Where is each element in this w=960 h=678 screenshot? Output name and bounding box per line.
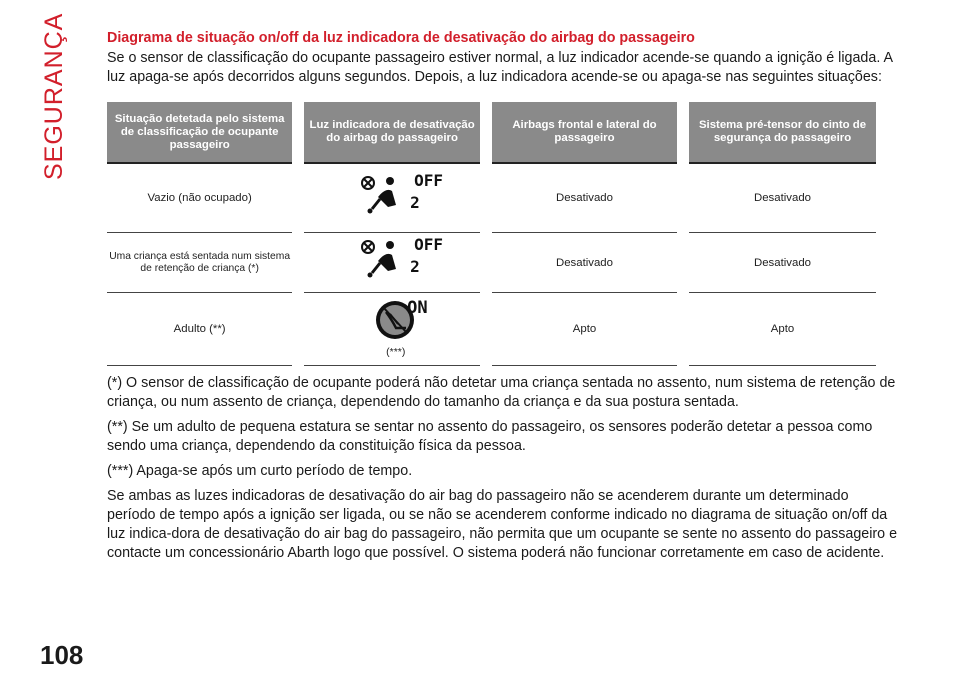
footnote-short-period: (***) Apaga-se após um curto período de tempo. [107,463,413,479]
airbag-off-indicator [352,169,444,225]
indicator-number: 2 [410,257,420,276]
footnote-child: (*) O sensor de classificação de ocupante poderá não detetar uma criança sentada no assento, num sistema de retenção de criança, ou num assento de criança, dependendo do tamanho da criança e da sua postura sentada. [107,375,896,410]
column-header-indicator: Luz indicadora de desativação do airbag do passageiro [304,102,480,164]
column-header-situation: Situação detetada pelo sistema de classificação de ocupante passageiro [107,102,292,164]
indicator-cell [304,293,480,366]
situation-cell: Uma criança está sentada num sistema de retenção de criança (*) [107,233,292,293]
situation-cell: Adulto (**) [107,293,292,366]
indicator-cell [304,233,480,293]
table-row [107,293,876,366]
airbags-cell: Desativado [492,233,677,293]
table-row [107,233,876,293]
indicator-number: 2 [410,192,420,212]
intro-paragraph: Se o sensor de classificação do ocupante passageiro estiver normal, a luz indicador acende-se quando a ignição é ligada. A luz apaga-se após decorridos alguns segundos. Depois, a luz indicadora acende-se ou apaga-se nas seguintes situações: [107,50,893,85]
indicator-off-text: OFF [414,170,444,190]
section-label-text: SEGURANÇA [40,12,68,180]
indicator-cell [304,164,480,233]
airbag-off-indicator [352,233,444,289]
page-number: 108 [40,640,84,670]
footnote-adult: (**) Se um adulto de pequena estatura se sentar no assento do passageiro, os sensores poderão detetar a pessoa como sendo uma criança, dependendo da constituição física da pessoa. [107,419,873,454]
airbags-cell: Desativado [492,164,677,233]
airbag-off-icon [352,233,412,289]
pretensioner-cell: Apto [689,293,876,366]
section-heading: Diagrama de situação on/off da luz indicadora de desativação do airbag do passageiro [107,30,695,46]
airbags-cell: Apto [492,293,677,366]
table-header-row [107,102,876,164]
airbag-on-indicator [352,298,432,360]
indicator-status-table [95,102,888,366]
column-header-pretensioner: Sistema pré-tensor do cinto de segurança do passageiro [689,102,876,164]
pretensioner-cell: Desativado [689,164,876,233]
situation-cell: Vazio (não ocupado) [107,164,292,233]
indicator-off-text: OFF [414,235,444,254]
column-header-airbags: Airbags frontal e lateral do passageiro [492,102,677,164]
indicator-note: (***) [386,346,406,358]
warning-paragraph: Se ambas as luzes indicadoras de desativação do air bag do passageiro não se acenderem durante um determinado período de tempo após a ignição ser ligada, ou se não se acenderem conforme indicado no diagrama de situação on/off da luz indica-dora de desativação do air bag do passageiro, não permita que um ocupante se sente no assento do passageiro e contacte um concessionário Abarth logo que possível. O sistema poderá não funcionar corretamente em caso de acidente. [107,488,898,561]
section-label [40,12,80,180]
indicator-on-text: ON [407,298,428,318]
table-row [107,164,876,233]
airbag-off-icon [352,169,412,225]
pretensioner-cell: Desativado [689,233,876,293]
page-content [107,30,900,569]
